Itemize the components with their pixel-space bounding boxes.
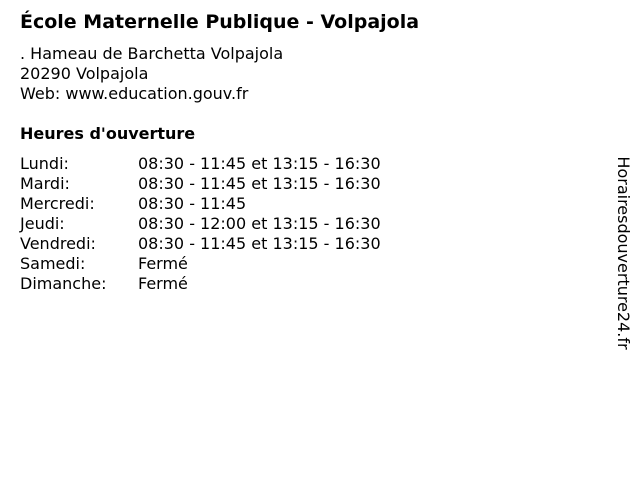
hours-time-value: 08:30 - 12:00 et 13:15 - 16:30 <box>138 214 381 233</box>
hours-day-label: Mercredi: <box>20 194 95 213</box>
hours-heading: Heures d'ouverture <box>20 124 196 143</box>
address-city: 20290 Volpajola <box>20 64 149 83</box>
hours-time-value: Fermé <box>138 254 188 273</box>
hours-day-label: Dimanche: <box>20 274 107 293</box>
address-web: Web: www.education.gouv.fr <box>20 84 249 103</box>
hours-day-label: Samedi: <box>20 254 86 273</box>
hours-time-value: Fermé <box>138 274 188 293</box>
address-street: . Hameau de Barchetta Volpajola <box>20 44 284 63</box>
hours-time-value: 08:30 - 11:45 et 13:15 - 16:30 <box>138 154 381 173</box>
hours-time-value: 08:30 - 11:45 et 13:15 - 16:30 <box>138 234 381 253</box>
hours-day-label: Lundi: <box>20 154 69 173</box>
hours-time-value: 08:30 - 11:45 et 13:15 - 16:30 <box>138 174 381 193</box>
hours-day-label: Jeudi: <box>20 214 65 233</box>
hours-day-label: Vendredi: <box>20 234 96 253</box>
address-block <box>20 44 283 104</box>
hours-day-label: Mardi: <box>20 174 70 193</box>
page-title: École Maternelle Publique - Volpajola <box>20 11 420 33</box>
hours-time-value: 08:30 - 11:45 <box>138 194 247 213</box>
site-watermark: Horairesdouverture24.fr <box>614 156 633 350</box>
